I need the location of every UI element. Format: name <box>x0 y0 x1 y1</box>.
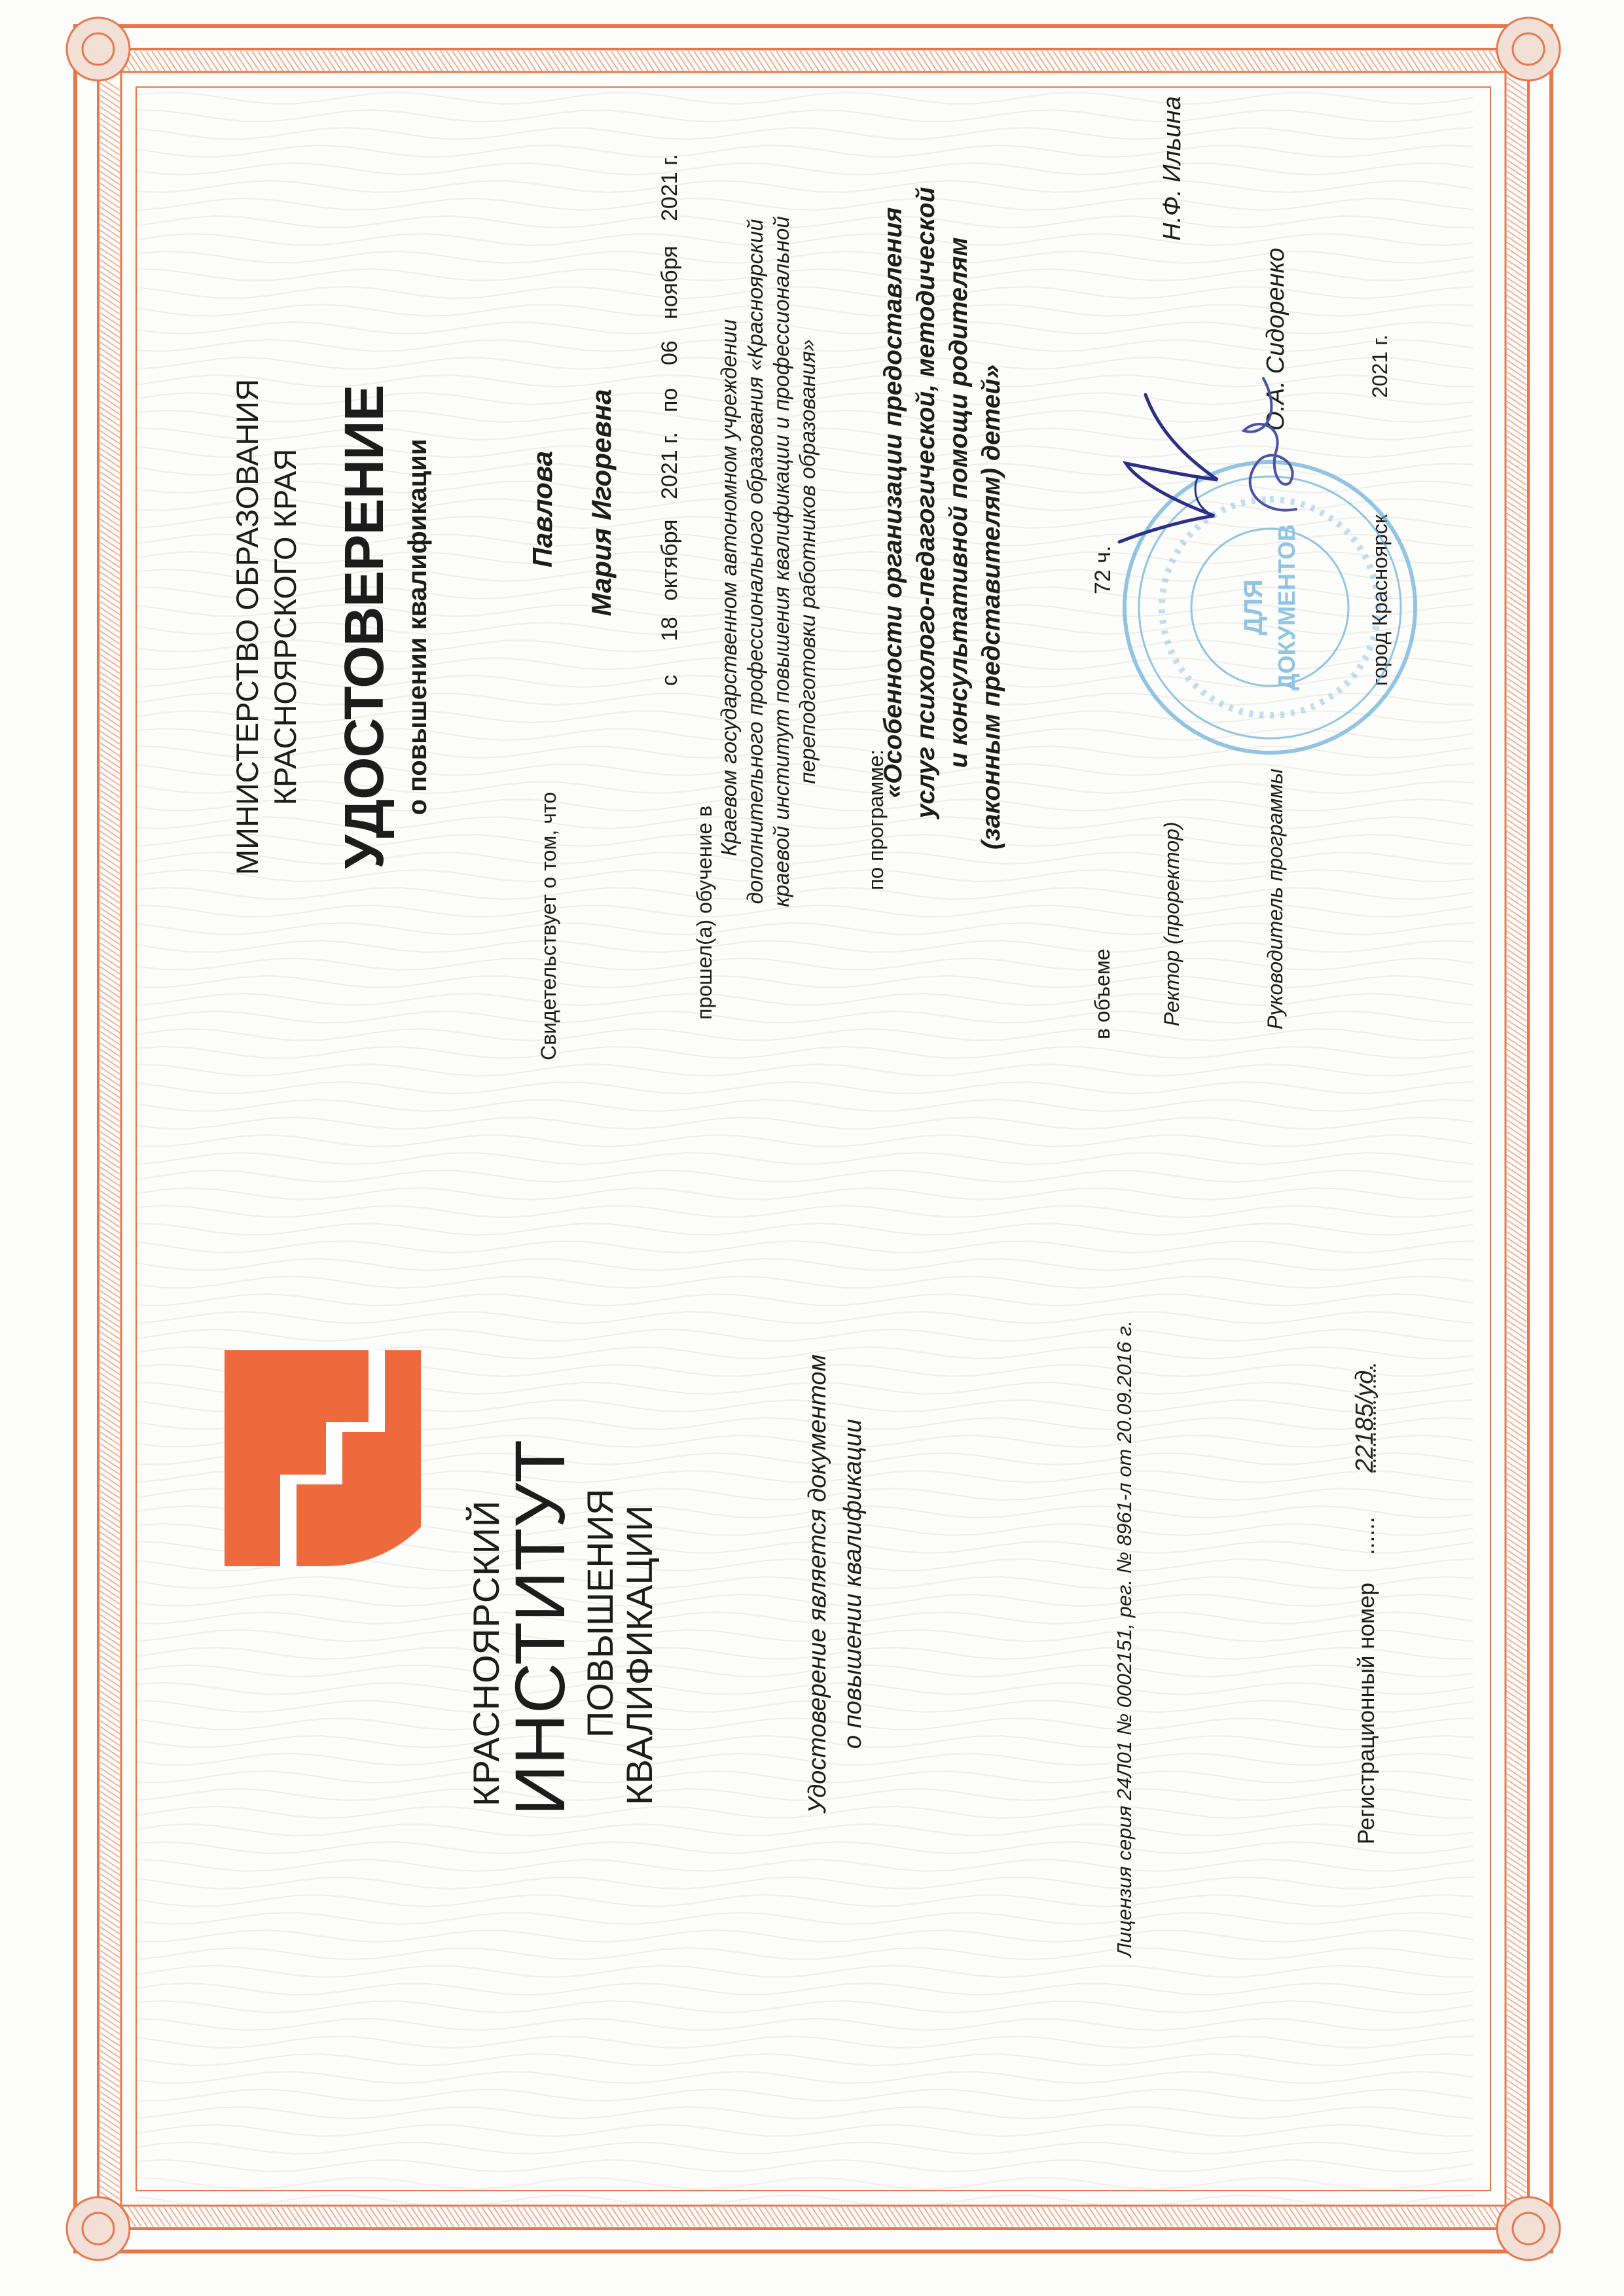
institution-line3: краевой институт повышения квалификации и профессиональной <box>769 216 793 907</box>
institution-line2: дополнительного профессионального образования «Красноярский <box>743 219 767 905</box>
note-line1: Удостоверение является документом <box>804 1354 831 1814</box>
registration-number: 22185/уд. <box>1351 1363 1379 1473</box>
ministry-line2: КРАСНОЯРСКОГО КРАЯ <box>268 448 302 806</box>
program-line2: услуг психолого-педагогической, методической <box>912 187 940 819</box>
logo-text-line2: ИНСТИТУТ <box>500 1439 579 1816</box>
signature-rector <box>1100 385 1231 555</box>
logo-text-line4: КВАЛИФИКАЦИИ <box>619 1505 660 1805</box>
program-head-name: О.А. Сидоренко <box>1262 247 1290 431</box>
program-label: по программе: <box>864 749 888 890</box>
note-line2: о повышении квалификации <box>839 1418 867 1749</box>
certificate-subtitle: о повышении квалификации <box>403 439 432 816</box>
given-names: Мария Игоревна <box>586 389 617 617</box>
certifies-label: Свидетельствует о том, что <box>537 792 560 1060</box>
rector-name: Н.Ф. Ильина <box>1159 96 1186 241</box>
surname: Павлова <box>527 450 558 568</box>
stamp-center-line2: ДОКУМЕНТОВ <box>1273 524 1300 691</box>
period-to-day: 06 <box>657 340 682 365</box>
city: город Красноярск <box>1368 514 1392 686</box>
certificate-title: УДОСТОВЕРЕНИЕ <box>333 385 395 869</box>
program-line1: «Особенности организации предоставления <box>879 207 907 798</box>
program-line4: (законным представителям) детей» <box>977 364 1005 850</box>
volume-label: в объеме <box>1091 948 1114 1039</box>
period-to-year: 2021 г. <box>657 154 682 221</box>
volume-value: 72 ч. <box>1091 545 1115 594</box>
registration-label: Регистрационный номер <box>1354 1583 1379 1844</box>
institution-line4: переподготовки работников образования» <box>795 339 820 784</box>
shield-logo-icon <box>218 1344 427 1573</box>
issue-year: 2021 г. <box>1368 334 1392 398</box>
program-line3: и консультативной помощи родителям <box>945 237 973 768</box>
ministry-line1: МИНИСТЕРСТВО ОБРАЗОВАНИЯ <box>230 378 264 876</box>
signature-program-head <box>1218 359 1322 529</box>
program-head-label: Руководитель программы <box>1263 768 1287 1030</box>
training-label: прошел(а) обучение в <box>693 805 716 1020</box>
license-text: Лицензия серия 24Л01 № 0002151, рег. № 8961-л от 20.09.2016 г. <box>1113 1320 1136 1957</box>
period-to-month: ноября <box>657 245 682 319</box>
period-from-year: 2021 г. <box>657 432 682 499</box>
period-from-month: октября <box>657 519 682 601</box>
period-from-day: 18 <box>657 617 682 641</box>
logo-text-line1: КРАСНОЯРСКИЙ <box>465 1499 507 1806</box>
registration-dots: ...... <box>1354 1516 1379 1555</box>
period-to-label: по <box>657 387 682 412</box>
period-from-label: с <box>657 675 682 686</box>
rector-label: Ректор (проректор) <box>1160 821 1183 1026</box>
logo-text-line3: ПОВЫШЕНИЯ <box>579 1488 621 1738</box>
stamp-center-line1: ДЛЯ <box>1239 579 1268 636</box>
institution-line1: Краевом государственном автономном учреждении <box>717 319 741 857</box>
